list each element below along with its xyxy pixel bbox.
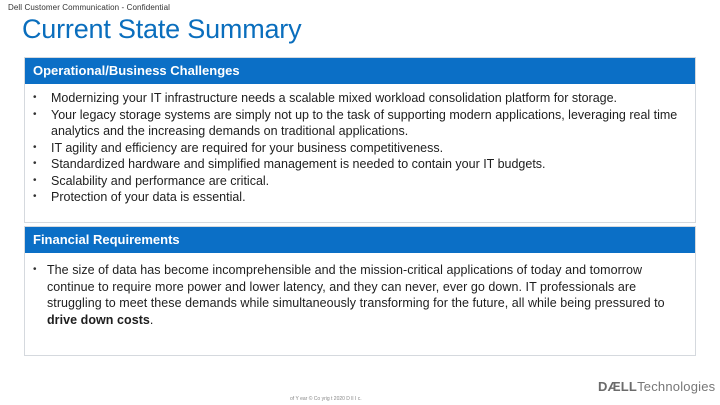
list-item (31, 262, 687, 328)
logo-technologies: Technologies (637, 379, 716, 394)
bullet-text: The size of data has become incomprehensible and the mission-critical applications of today and tomorrow continue to require more power and lower latency, and they can never, ever go down. IT professionals are struggling to meet these demands while simultaneously transforming for the future, all while being pressured to (47, 263, 665, 310)
list-item: • IT agility and efficiency are required for your business competitiveness. (31, 140, 687, 157)
operational-challenges-section (24, 57, 696, 223)
list-item: • Your legacy storage systems are simply not up to the task of supporting modern applications, leveraging real time analytics and the increasing demands on traditional applications. (31, 107, 687, 140)
emphasis-text: drive down costs (47, 312, 150, 327)
confidentiality-label: Dell Customer Communication - Confidential (8, 3, 171, 12)
dell-technologies-logo (598, 379, 715, 394)
financial-requirements-section (24, 226, 696, 356)
list-item: • Scalability and performance are critical. (31, 173, 687, 190)
bullet-end: . (149, 312, 154, 327)
copyright-note: of Y ear © Co yrig t 2020 D ll I c. (290, 396, 362, 402)
section-heading: Operational/Business Challenges (25, 58, 695, 84)
bullet-list (25, 84, 695, 206)
list-item: • Standardized hardware and simplified management is needed to contain your IT budgets. (31, 156, 687, 173)
logo-brand: DÆLL (598, 379, 638, 394)
list-item: • Modernizing your IT infrastructure needs a scalable mixed workload consolidation platform for storage. (31, 90, 687, 107)
section-heading: Financial Requirements (25, 227, 695, 253)
page-title: Current State Summary (22, 14, 302, 44)
bullet-list (25, 253, 695, 328)
list-item: • Protection of your data is essential. (31, 189, 687, 206)
